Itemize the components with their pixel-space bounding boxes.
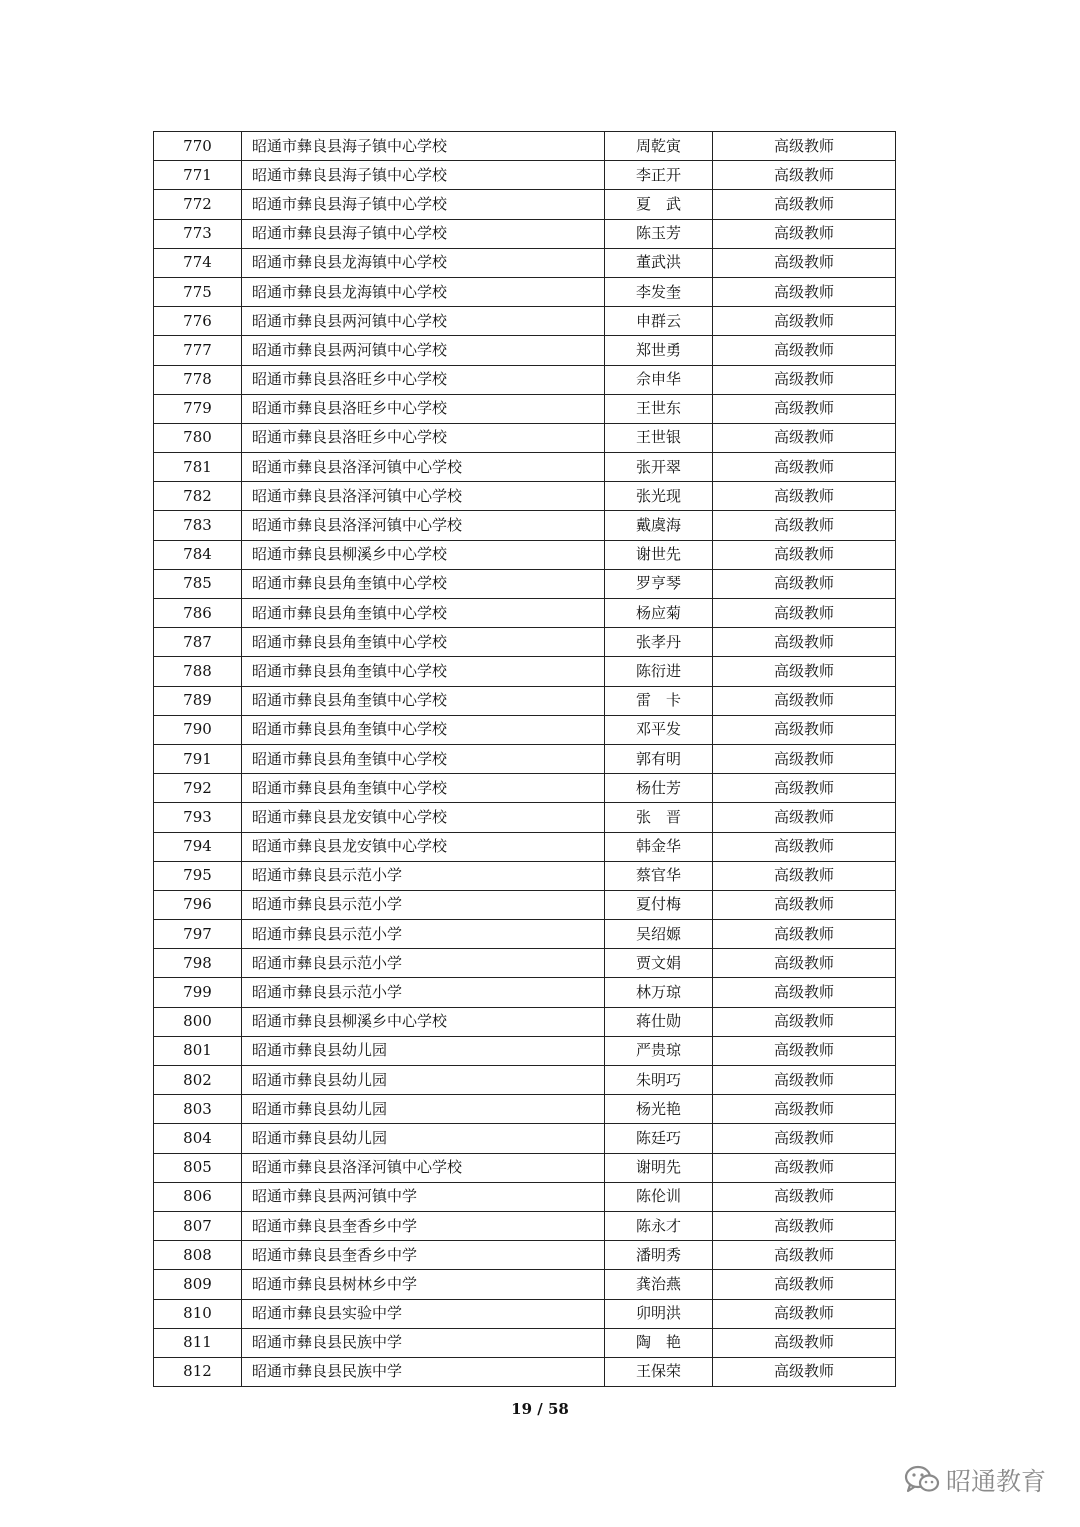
row-number: 773 <box>154 219 242 248</box>
table-row <box>154 423 896 452</box>
title-cell: 高级教师 <box>713 219 896 248</box>
teacher-name-cell: 杨光艳 <box>605 1095 713 1124</box>
school-cell: 昭通市彝良县海子镇中心学校 <box>242 132 605 161</box>
row-number: 800 <box>154 1007 242 1036</box>
title-cell: 高级教师 <box>713 978 896 1007</box>
row-number: 803 <box>154 1095 242 1124</box>
table-row <box>154 744 896 773</box>
row-number: 810 <box>154 1299 242 1328</box>
table-row <box>154 1036 896 1065</box>
table-row <box>154 277 896 306</box>
row-number: 799 <box>154 978 242 1007</box>
table-row <box>154 1357 896 1386</box>
teacher-name-cell: 谢世先 <box>605 540 713 569</box>
school-cell: 昭通市彝良县龙安镇中心学校 <box>242 832 605 861</box>
school-cell: 昭通市彝良县示范小学 <box>242 920 605 949</box>
teacher-name-cell: 朱明巧 <box>605 1066 713 1095</box>
teacher-name-cell: 龚治燕 <box>605 1270 713 1299</box>
title-cell: 高级教师 <box>713 132 896 161</box>
school-cell: 昭通市彝良县两河镇中学 <box>242 1182 605 1211</box>
row-number: 801 <box>154 1036 242 1065</box>
row-number: 789 <box>154 686 242 715</box>
teacher-name-cell: 王世东 <box>605 394 713 423</box>
table-row <box>154 1270 896 1299</box>
table-row <box>154 248 896 277</box>
school-cell: 昭通市彝良县示范小学 <box>242 890 605 919</box>
table-row <box>154 1182 896 1211</box>
table-row <box>154 161 896 190</box>
title-cell: 高级教师 <box>713 1036 896 1065</box>
school-cell: 昭通市彝良县海子镇中心学校 <box>242 219 605 248</box>
school-cell: 昭通市彝良县两河镇中心学校 <box>242 307 605 336</box>
row-number: 805 <box>154 1153 242 1182</box>
table-row <box>154 890 896 919</box>
page-number: 19 / 58 <box>511 1400 569 1418</box>
watermark-text: 昭通教育 <box>945 1467 1046 1496</box>
table-row <box>154 365 896 394</box>
title-cell: 高级教师 <box>713 715 896 744</box>
teacher-name-cell: 李发奎 <box>605 277 713 306</box>
school-cell: 昭通市彝良县角奎镇中心学校 <box>242 686 605 715</box>
teacher-roster-table <box>153 131 896 1387</box>
school-cell: 昭通市彝良县龙海镇中心学校 <box>242 277 605 306</box>
row-number: 787 <box>154 628 242 657</box>
school-cell: 昭通市彝良县示范小学 <box>242 861 605 890</box>
title-cell: 高级教师 <box>713 190 896 219</box>
row-number: 788 <box>154 657 242 686</box>
teacher-name-cell: 谢明先 <box>605 1153 713 1182</box>
title-cell: 高级教师 <box>713 453 896 482</box>
title-cell: 高级教师 <box>713 1357 896 1386</box>
school-cell: 昭通市彝良县幼儿园 <box>242 1124 605 1153</box>
school-cell: 昭通市彝良县幼儿园 <box>242 1036 605 1065</box>
school-cell: 昭通市彝良县洛旺乡中心学校 <box>242 365 605 394</box>
school-cell: 昭通市彝良县角奎镇中心学校 <box>242 569 605 598</box>
teacher-name-cell: 陈永才 <box>605 1211 713 1240</box>
table-row <box>154 307 896 336</box>
school-cell: 昭通市彝良县洛泽河镇中心学校 <box>242 511 605 540</box>
table-row <box>154 219 896 248</box>
teacher-name-cell: 蔡官华 <box>605 861 713 890</box>
table-row <box>154 1066 896 1095</box>
table-row <box>154 861 896 890</box>
title-cell: 高级教师 <box>713 774 896 803</box>
teacher-name-cell: 郑世勇 <box>605 336 713 365</box>
title-cell: 高级教师 <box>713 161 896 190</box>
table-row <box>154 453 896 482</box>
table-row <box>154 511 896 540</box>
table-row <box>154 715 896 744</box>
title-cell: 高级教师 <box>713 1299 896 1328</box>
title-cell: 高级教师 <box>713 423 896 452</box>
title-cell: 高级教师 <box>713 861 896 890</box>
row-number: 784 <box>154 540 242 569</box>
row-number: 775 <box>154 277 242 306</box>
table-row <box>154 628 896 657</box>
teacher-name-cell: 王世银 <box>605 423 713 452</box>
school-cell: 昭通市彝良县角奎镇中心学校 <box>242 715 605 744</box>
school-cell: 昭通市彝良县角奎镇中心学校 <box>242 628 605 657</box>
table-row <box>154 132 896 161</box>
title-cell: 高级教师 <box>713 1270 896 1299</box>
school-cell: 昭通市彝良县奎香乡中学 <box>242 1241 605 1270</box>
table-row <box>154 803 896 832</box>
row-number: 770 <box>154 132 242 161</box>
table-row <box>154 336 896 365</box>
teacher-name-cell: 贾文娟 <box>605 949 713 978</box>
title-cell: 高级教师 <box>713 511 896 540</box>
teacher-name-cell: 吴绍嫄 <box>605 920 713 949</box>
title-cell: 高级教师 <box>713 248 896 277</box>
table-row <box>154 1328 896 1357</box>
teacher-name-cell: 陈衍进 <box>605 657 713 686</box>
teacher-name-cell: 夏 武 <box>605 190 713 219</box>
school-cell: 昭通市彝良县两河镇中心学校 <box>242 336 605 365</box>
teacher-name-cell: 郭有明 <box>605 744 713 773</box>
row-number: 772 <box>154 190 242 219</box>
school-cell: 昭通市彝良县幼儿园 <box>242 1095 605 1124</box>
teacher-name-cell: 罗亨琴 <box>605 569 713 598</box>
teacher-name-cell: 夏付梅 <box>605 890 713 919</box>
title-cell: 高级教师 <box>713 686 896 715</box>
row-number: 781 <box>154 453 242 482</box>
school-cell: 昭通市彝良县龙安镇中心学校 <box>242 803 605 832</box>
teacher-name-cell: 张孝丹 <box>605 628 713 657</box>
table-row <box>154 1211 896 1240</box>
school-cell: 昭通市彝良县龙海镇中心学校 <box>242 248 605 277</box>
row-number: 771 <box>154 161 242 190</box>
table-row <box>154 686 896 715</box>
row-number: 778 <box>154 365 242 394</box>
title-cell: 高级教师 <box>713 657 896 686</box>
table-row <box>154 978 896 1007</box>
title-cell: 高级教师 <box>713 920 896 949</box>
title-cell: 高级教师 <box>713 628 896 657</box>
school-cell: 昭通市彝良县洛泽河镇中心学校 <box>242 453 605 482</box>
row-number: 776 <box>154 307 242 336</box>
school-cell: 昭通市彝良县幼儿园 <box>242 1066 605 1095</box>
row-number: 794 <box>154 832 242 861</box>
title-cell: 高级教师 <box>713 1153 896 1182</box>
table-row <box>154 482 896 511</box>
table-row <box>154 832 896 861</box>
school-cell: 昭通市彝良县海子镇中心学校 <box>242 190 605 219</box>
row-number: 804 <box>154 1124 242 1153</box>
wechat-icon <box>904 1465 940 1495</box>
row-number: 806 <box>154 1182 242 1211</box>
row-number: 811 <box>154 1328 242 1357</box>
title-cell: 高级教师 <box>713 1328 896 1357</box>
table-row <box>154 1007 896 1036</box>
school-cell: 昭通市彝良县奎香乡中学 <box>242 1211 605 1240</box>
title-cell: 高级教师 <box>713 482 896 511</box>
row-number: 808 <box>154 1241 242 1270</box>
teacher-name-cell: 陈伦训 <box>605 1182 713 1211</box>
school-cell: 昭通市彝良县实验中学 <box>242 1299 605 1328</box>
row-number: 785 <box>154 569 242 598</box>
row-number: 790 <box>154 715 242 744</box>
table-row <box>154 1124 896 1153</box>
title-cell: 高级教师 <box>713 1095 896 1124</box>
table-row <box>154 599 896 628</box>
row-number: 802 <box>154 1066 242 1095</box>
school-cell: 昭通市彝良县洛旺乡中心学校 <box>242 394 605 423</box>
row-number: 783 <box>154 511 242 540</box>
table-row <box>154 1299 896 1328</box>
title-cell: 高级教师 <box>713 803 896 832</box>
row-number: 792 <box>154 774 242 803</box>
row-number: 786 <box>154 599 242 628</box>
row-number: 797 <box>154 920 242 949</box>
teacher-name-cell: 雷 卡 <box>605 686 713 715</box>
title-cell: 高级教师 <box>713 365 896 394</box>
title-cell: 高级教师 <box>713 277 896 306</box>
teacher-name-cell: 戴虞海 <box>605 511 713 540</box>
teacher-name-cell: 张光现 <box>605 482 713 511</box>
table-row <box>154 774 896 803</box>
school-cell: 昭通市彝良县角奎镇中心学校 <box>242 774 605 803</box>
teacher-name-cell: 张开翠 <box>605 453 713 482</box>
table-row <box>154 1153 896 1182</box>
teacher-name-cell: 卯明洪 <box>605 1299 713 1328</box>
row-number: 777 <box>154 336 242 365</box>
school-cell: 昭通市彝良县角奎镇中心学校 <box>242 657 605 686</box>
teacher-name-cell: 潘明秀 <box>605 1241 713 1270</box>
row-number: 795 <box>154 861 242 890</box>
school-cell: 昭通市彝良县海子镇中心学校 <box>242 161 605 190</box>
teacher-name-cell: 陈廷巧 <box>605 1124 713 1153</box>
row-number: 793 <box>154 803 242 832</box>
row-number: 779 <box>154 394 242 423</box>
title-cell: 高级教师 <box>713 1211 896 1240</box>
title-cell: 高级教师 <box>713 744 896 773</box>
teacher-name-cell: 申群云 <box>605 307 713 336</box>
teacher-name-cell: 韩金华 <box>605 832 713 861</box>
teacher-name-cell: 王保荣 <box>605 1357 713 1386</box>
teacher-name-cell: 佘申华 <box>605 365 713 394</box>
school-cell: 昭通市彝良县洛泽河镇中心学校 <box>242 1153 605 1182</box>
teacher-name-cell: 严贵琼 <box>605 1036 713 1065</box>
row-number: 791 <box>154 744 242 773</box>
title-cell: 高级教师 <box>713 307 896 336</box>
title-cell: 高级教师 <box>713 599 896 628</box>
table-row <box>154 190 896 219</box>
table-row <box>154 949 896 978</box>
row-number: 807 <box>154 1211 242 1240</box>
table-row <box>154 569 896 598</box>
teacher-name-cell: 陶 艳 <box>605 1328 713 1357</box>
teacher-name-cell: 陈玉芳 <box>605 219 713 248</box>
title-cell: 高级教师 <box>713 540 896 569</box>
school-cell: 昭通市彝良县民族中学 <box>242 1357 605 1386</box>
watermark <box>904 1462 1046 1498</box>
title-cell: 高级教师 <box>713 394 896 423</box>
teacher-name-cell: 董武洪 <box>605 248 713 277</box>
school-cell: 昭通市彝良县洛旺乡中心学校 <box>242 423 605 452</box>
title-cell: 高级教师 <box>713 336 896 365</box>
school-cell: 昭通市彝良县示范小学 <box>242 978 605 1007</box>
teacher-name-cell: 林万琼 <box>605 978 713 1007</box>
title-cell: 高级教师 <box>713 890 896 919</box>
teacher-name-cell: 蒋仕勋 <box>605 1007 713 1036</box>
teacher-name-cell: 周乾寅 <box>605 132 713 161</box>
school-cell: 昭通市彝良县角奎镇中心学校 <box>242 599 605 628</box>
roster-body <box>154 132 896 1387</box>
title-cell: 高级教师 <box>713 949 896 978</box>
teacher-name-cell: 杨仕芳 <box>605 774 713 803</box>
school-cell: 昭通市彝良县树林乡中学 <box>242 1270 605 1299</box>
row-number: 782 <box>154 482 242 511</box>
row-number: 809 <box>154 1270 242 1299</box>
title-cell: 高级教师 <box>713 1182 896 1211</box>
row-number: 774 <box>154 248 242 277</box>
title-cell: 高级教师 <box>713 1241 896 1270</box>
school-cell: 昭通市彝良县民族中学 <box>242 1328 605 1357</box>
table-row <box>154 394 896 423</box>
school-cell: 昭通市彝良县柳溪乡中心学校 <box>242 540 605 569</box>
title-cell: 高级教师 <box>713 569 896 598</box>
table-row <box>154 920 896 949</box>
row-number: 798 <box>154 949 242 978</box>
table-row <box>154 657 896 686</box>
school-cell: 昭通市彝良县示范小学 <box>242 949 605 978</box>
teacher-name-cell: 杨应菊 <box>605 599 713 628</box>
row-number: 796 <box>154 890 242 919</box>
school-cell: 昭通市彝良县柳溪乡中心学校 <box>242 1007 605 1036</box>
table-row <box>154 1095 896 1124</box>
teacher-name-cell: 邓平发 <box>605 715 713 744</box>
title-cell: 高级教师 <box>713 1007 896 1036</box>
title-cell: 高级教师 <box>713 1066 896 1095</box>
teacher-name-cell: 李正开 <box>605 161 713 190</box>
row-number: 812 <box>154 1357 242 1386</box>
school-cell: 昭通市彝良县角奎镇中心学校 <box>242 744 605 773</box>
row-number: 780 <box>154 423 242 452</box>
table-row <box>154 540 896 569</box>
teacher-name-cell: 张 晋 <box>605 803 713 832</box>
table-row <box>154 1241 896 1270</box>
title-cell: 高级教师 <box>713 832 896 861</box>
title-cell: 高级教师 <box>713 1124 896 1153</box>
school-cell: 昭通市彝良县洛泽河镇中心学校 <box>242 482 605 511</box>
